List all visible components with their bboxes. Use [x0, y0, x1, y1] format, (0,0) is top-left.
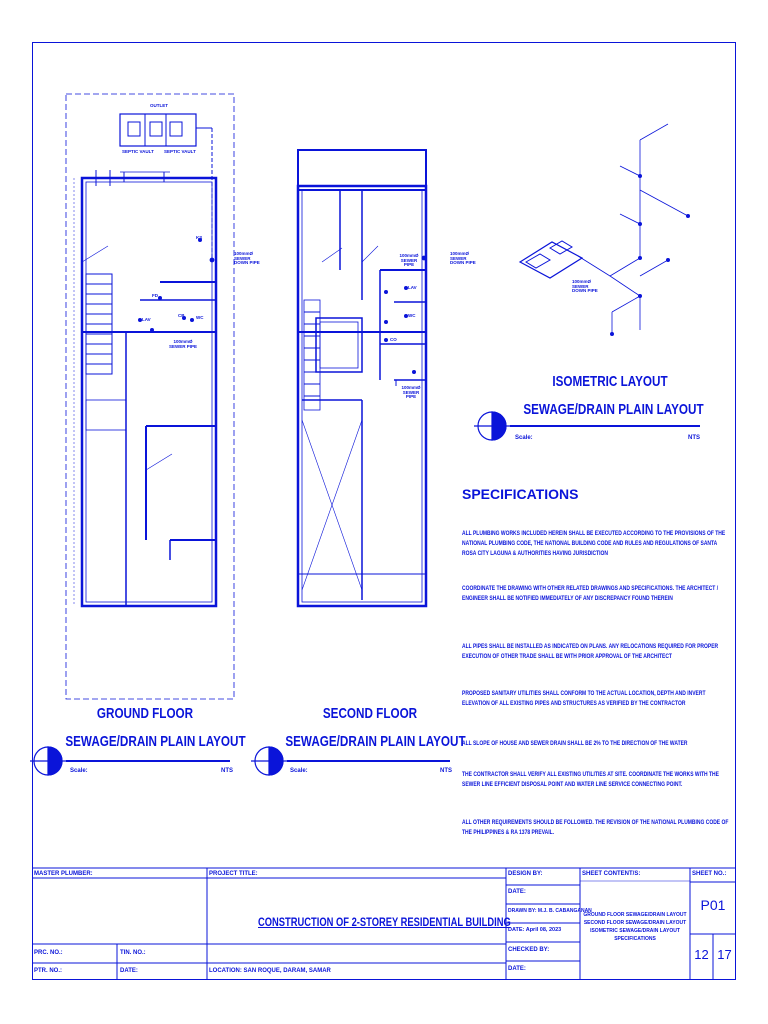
master-plumber-label: MASTER PLUMBER: — [34, 871, 93, 877]
ground-lot-line — [66, 94, 234, 699]
sf-lav-label: LAV — [408, 285, 417, 290]
date-drawn-label: DATE: April 08, 2023 — [508, 927, 562, 933]
isometric-drawing — [520, 124, 688, 334]
sheet-index: 12 — [694, 947, 709, 962]
ks-label: KS — [196, 235, 203, 240]
date-label: DATE: — [120, 968, 138, 974]
isometric-title: ISOMETRIC LAYOUT — [552, 373, 668, 390]
lav-label: LAV — [142, 317, 151, 322]
spec-item-6: THE CONTRACTOR SHALL VERIFY ALL EXISTING UTILITIES AT SITE. COORDINATE THE WORKS WITH THE SEWER LINE EFFICIENT DISPOSAL POINT AND WATER LINE SERVICE CONNECTING POINT. — [462, 771, 719, 788]
sf-sewer-pipe-label-1: 100mmØ SEWER PIPE — [399, 253, 419, 267]
sheet-content-4: SPECIFICATIONS — [614, 936, 656, 942]
outlet-label: OUTLET — [150, 103, 168, 108]
second-scale-label: Scale: — [290, 768, 308, 774]
design-by-label: DESIGN BY: — [508, 871, 543, 877]
project-title-label: PROJECT TITLE: — [209, 871, 258, 877]
date-1-label: DATE: — [508, 889, 526, 895]
second-floor-subtitle: SEWAGE/DRAIN PLAIN LAYOUT — [285, 733, 466, 750]
sheet-number: P01 — [700, 897, 726, 913]
isometric-subtitle: SEWAGE/DRAIN PLAIN LAYOUT — [523, 401, 704, 418]
spec-item-4: PROPOSED SANITARY UTILITIES SHALL CONFORM TO THE ACTUAL LOCATION, DEPTH AND INVERT ELEVATION OF ALL EXISTING PIPES AND STRUCTURES AS VERIFIED BY THE CONTRACTOR — [462, 690, 706, 707]
sf-wc-label: WC — [408, 313, 416, 318]
sheet-no-label: SHEET NO.: — [692, 871, 727, 877]
spec-item-7: ALL OTHER REQUIREMENTS SHOULD BE FOLLOWED. THE REVISION OF THE NATIONAL PLUMBING CODE OF THE PHILIPPINES & RA 1378 PREVAIL. — [462, 819, 729, 836]
septic-vault-label-2: SEPTIC VAULT — [164, 149, 196, 154]
ground-floor-plan — [74, 170, 216, 606]
sheet-content-3: ISOMETRIC SEWAGE/DRAIN LAYOUT — [590, 928, 680, 934]
tin-no-label: TIN. NO.: — [120, 950, 146, 956]
spec-item-5: ALL SLOPE OF HOUSE AND SEWER DRAIN SHALL BE 2% TO THE DIRECTION OF THE WATER — [462, 740, 688, 747]
date-2-label: DATE: — [508, 966, 526, 972]
prc-no-label: PRC. NO.: — [34, 950, 63, 956]
ground-scale-value: NTS — [221, 768, 233, 774]
septic-vault-label-1: SEPTIC VAULT — [122, 149, 154, 154]
specifications-heading: SPECIFICATIONS — [462, 486, 579, 502]
spec-item-1: ALL PLUMBING WORKS INCLUDED HEREIN SHALL BE EXECUTED ACCORDING TO THE PROVISIONS OF THE NATIONAL PLUMBING CODE, THE NATIONAL BUILDING CODE AND RULES AND REGULATIONS OF SANTA ROSA CITY LAGUNA & AUTHORITIES HAVING JURISDICTION — [462, 530, 726, 557]
gf-sewer-down-pipe-label: 100mmØ SEWER DOWN PIPE — [234, 251, 260, 265]
sf-sewer-down-pipe-label: 100mmØ SEWER DOWN PIPE — [450, 251, 476, 265]
gf-sewer-pipe-label: 100mmØ SEWER PIPE — [168, 339, 197, 349]
sheet-content-2: SECOND FLOOR SEWAGE/DRAIN LAYOUT — [583, 920, 687, 926]
spec-item-2: COORDINATE THE DRAWING WITH OTHER RELATED DRAWINGS AND SPECIFICATIONS. THE ARCHITECT / ENGINEER SHALL BE NOTIFIED IMMEDIATELY OF ANY DISCREPANCY FOUND THEREIN — [462, 585, 719, 602]
ptr-no-label: PTR. NO.: — [34, 968, 62, 974]
iso-sewer-down-pipe-label: 100mmØ SEWER DOWN PIPE — [572, 279, 598, 293]
ground-floor-subtitle: SEWAGE/DRAIN PLAIN LAYOUT — [65, 733, 246, 750]
sheet-contents-list — [582, 911, 688, 943]
sheet-total: 17 — [717, 947, 732, 962]
second-floor-plan — [298, 150, 426, 606]
sf-sewer-pipe-label-2: 100mmØ SEWER PIPE — [401, 385, 421, 399]
checked-by-label: CHECKED BY: — [508, 947, 550, 953]
wc-label: WC — [196, 315, 204, 320]
cb-label: CB — [178, 313, 185, 318]
location-label: LOCATION: SAN ROQUE, DARAM, SAMAR — [209, 968, 331, 974]
co-label: CO — [390, 337, 397, 342]
second-scale-value: NTS — [440, 768, 452, 774]
fd-label: FD — [152, 293, 158, 298]
project-title: CONSTRUCTION OF 2-STOREY RESIDENTIAL BUILDING — [258, 915, 511, 929]
sheet-contents-label: SHEET CONTENT/S: — [582, 871, 641, 877]
ground-scale-label: Scale: — [70, 768, 88, 774]
second-floor-title: SECOND FLOOR — [322, 705, 418, 722]
spec-item-3: ALL PIPES SHALL BE INSTALLED AS INDICATED ON PLANS. ANY RELOCATIONS REQUIRED FOR PROPER EXECUTION OF OTHER TRADE SHALL BE WITH PRIOR APPROVAL OF THE ARCHITECT — [462, 643, 719, 660]
drawn-by-label: DRAWN BY: M.J. B. CABANGANAN — [508, 908, 592, 914]
isometric-scale-value: NTS — [688, 435, 700, 441]
ground-floor-title: GROUND FLOOR — [96, 705, 194, 722]
isometric-scale-label: Scale: — [515, 435, 533, 441]
sheet-content-1: GROUND FLOOR SEWAGE/DRAIN LAYOUT — [583, 912, 687, 918]
